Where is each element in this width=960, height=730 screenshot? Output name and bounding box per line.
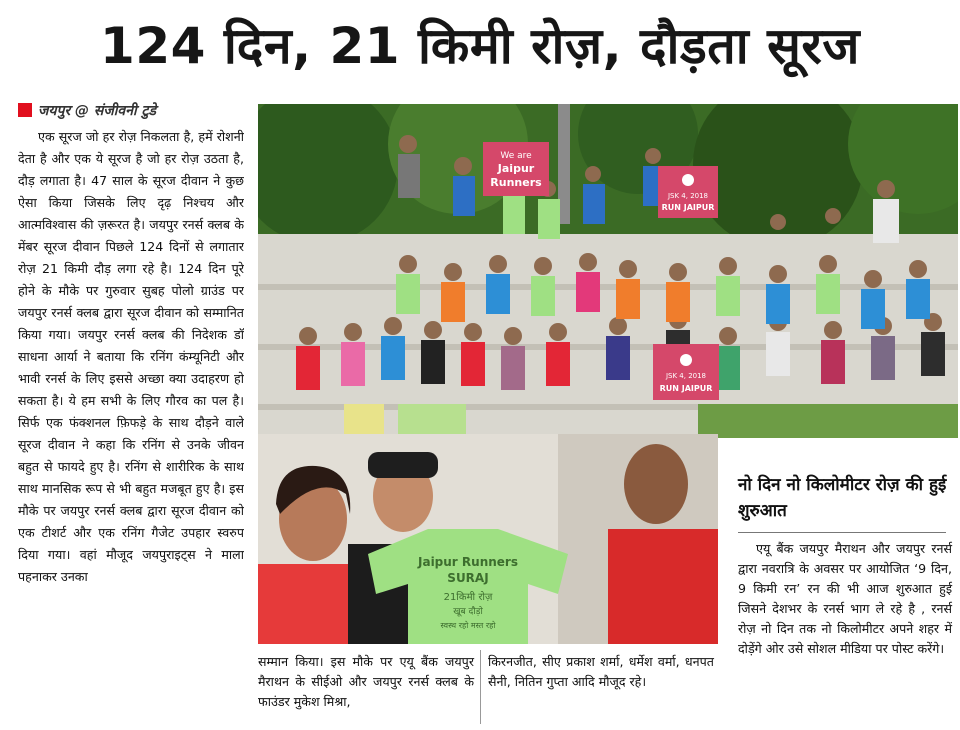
sidebar-rule: [738, 532, 946, 533]
article-text: एक सूरज जो हर रोज़ निकलता है, हमें रोशनी देता है और एक ये सूरज है जो हर रोज़ उठता है, दौड़ लगाता है। 47 साल के सूरज दीवान ने कुछ ऐसा किया जिसके लिए दृढ़ निश्चय और आत्मविश्वास की ज़रूरत है। जयपुर रनर्स क्लब के मेंबर सूरज दीवान पिछले 124 दिनों से लगातार रोज़ 21 किमी दौड़ लगा रहे है। 124 दिन पूरे होने के मौके पर गुरुवार सुबह पोलो ग्राउंड पर जयपुर रनर्स क्लब द्वारा सूरज दीवान को सम्मानित किया गया। जयपुर रनर्स क्लब की निदेशक डॉ साधना आर्या ने बताया कि रनिंग कंम्यूनिटी और भावी रनर्स के लिए इससे अच्छा क्या उदाहरण हो सकता है। ये हम सभी के लिए गौरव का पल है। सिर्फ एक फंक्शनल फ़िफड़े के साथ दौड़ने वाले सूरज दीवान ने कहा कि रनिंग से उनके जीवन बहुत से फायदे हुए है। रनिंग से शारीरिक के साथ साथ मानसिक रूप से भी बहुत मजबूत हुए है। इस मौके पर जयपुर रनर्स क्लब द्वारा सूरज दीवान को एक टीशर्ट और एक रनिंग गैजेट उपहार स्वरुप दिया गया। वहां मौजूद जयपुराइट्स ने माला पहनाकर उनका: [18, 129, 244, 584]
shirt-line-4: खूब दौड़ो: [453, 607, 483, 617]
byline: [18, 100, 248, 122]
sign-top-line-1: We are: [500, 151, 532, 161]
group-photo: [258, 104, 958, 438]
sign-we-are-jaipur-runners: [483, 142, 549, 196]
sidebar-box: [724, 446, 960, 728]
article-column-middle: सम्मान किया। इस मौके पर एयू बैंक जयपुर मैराथन के सीईओ और जयपुर रनर्स क्लब के फाउंडर मुकेश मिश्रा,: [258, 654, 474, 709]
sign-run-jaipur-right: [658, 166, 718, 218]
headline: 124 दिन, 21 किमी रोज़, दौड़ता सूरज: [100, 17, 860, 75]
shirt-line-5: स्वस्थ रहो मस्त रहो: [440, 621, 496, 630]
sidebar-text: एयू बैंक जयपुर मैराथन और जयपुर रनर्स द्वारा नवरात्रि के अवसर पर आयोजित ‘9 दिन, 9 किमी रन’ रन की भी आज शुरुआत हुई जिसने देशभर के रनर्स भाग ले रहे है , रनर्स रोज़ नो दिन तक नो किलोमीटर अपने शहर में दोड़ेंगे ओर उसे सोशल मीडिया पर पोस्ट करेंगे।: [738, 541, 952, 656]
portrait-photo-illustration: [258, 434, 718, 644]
shirt-line-2: SURAJ: [447, 571, 489, 585]
shirt-line-1: Jaipur Runners: [418, 555, 518, 569]
sign-center-line-2: RUN JAIPUR: [659, 384, 713, 393]
sign-run-jaipur-center: [653, 344, 719, 400]
sign-top-line-2: Jaipur: [497, 162, 535, 175]
portrait-photo: [258, 434, 718, 644]
byline-text: जयपुर @ संजीवनी टुडे: [38, 103, 157, 119]
article-column-right: किरनजीत, सीए प्रकाश शर्मा, धर्मेश वर्मा, धनपत सैनी, नितिन गुप्ता आदि मौजूद रहे।: [488, 654, 714, 689]
article-column-left: [18, 126, 244, 722]
sign-right-line-2: RUN JAIPUR: [661, 203, 715, 212]
sign-right-line-1: JSK 4, 2018: [667, 192, 709, 200]
column-divider: [480, 650, 481, 724]
sign-top-line-3: Runners: [490, 176, 542, 189]
sidebar-heading: नो दिन नो किलोमीटर रोज़ की हुई शुरुआत: [738, 475, 947, 521]
group-photo-illustration: [258, 104, 958, 438]
sign-center-line-1: JSK 4, 2018: [665, 372, 707, 380]
shirt-line-3: 21किमी रोज़: [443, 592, 493, 603]
red-square-icon: [18, 103, 32, 117]
